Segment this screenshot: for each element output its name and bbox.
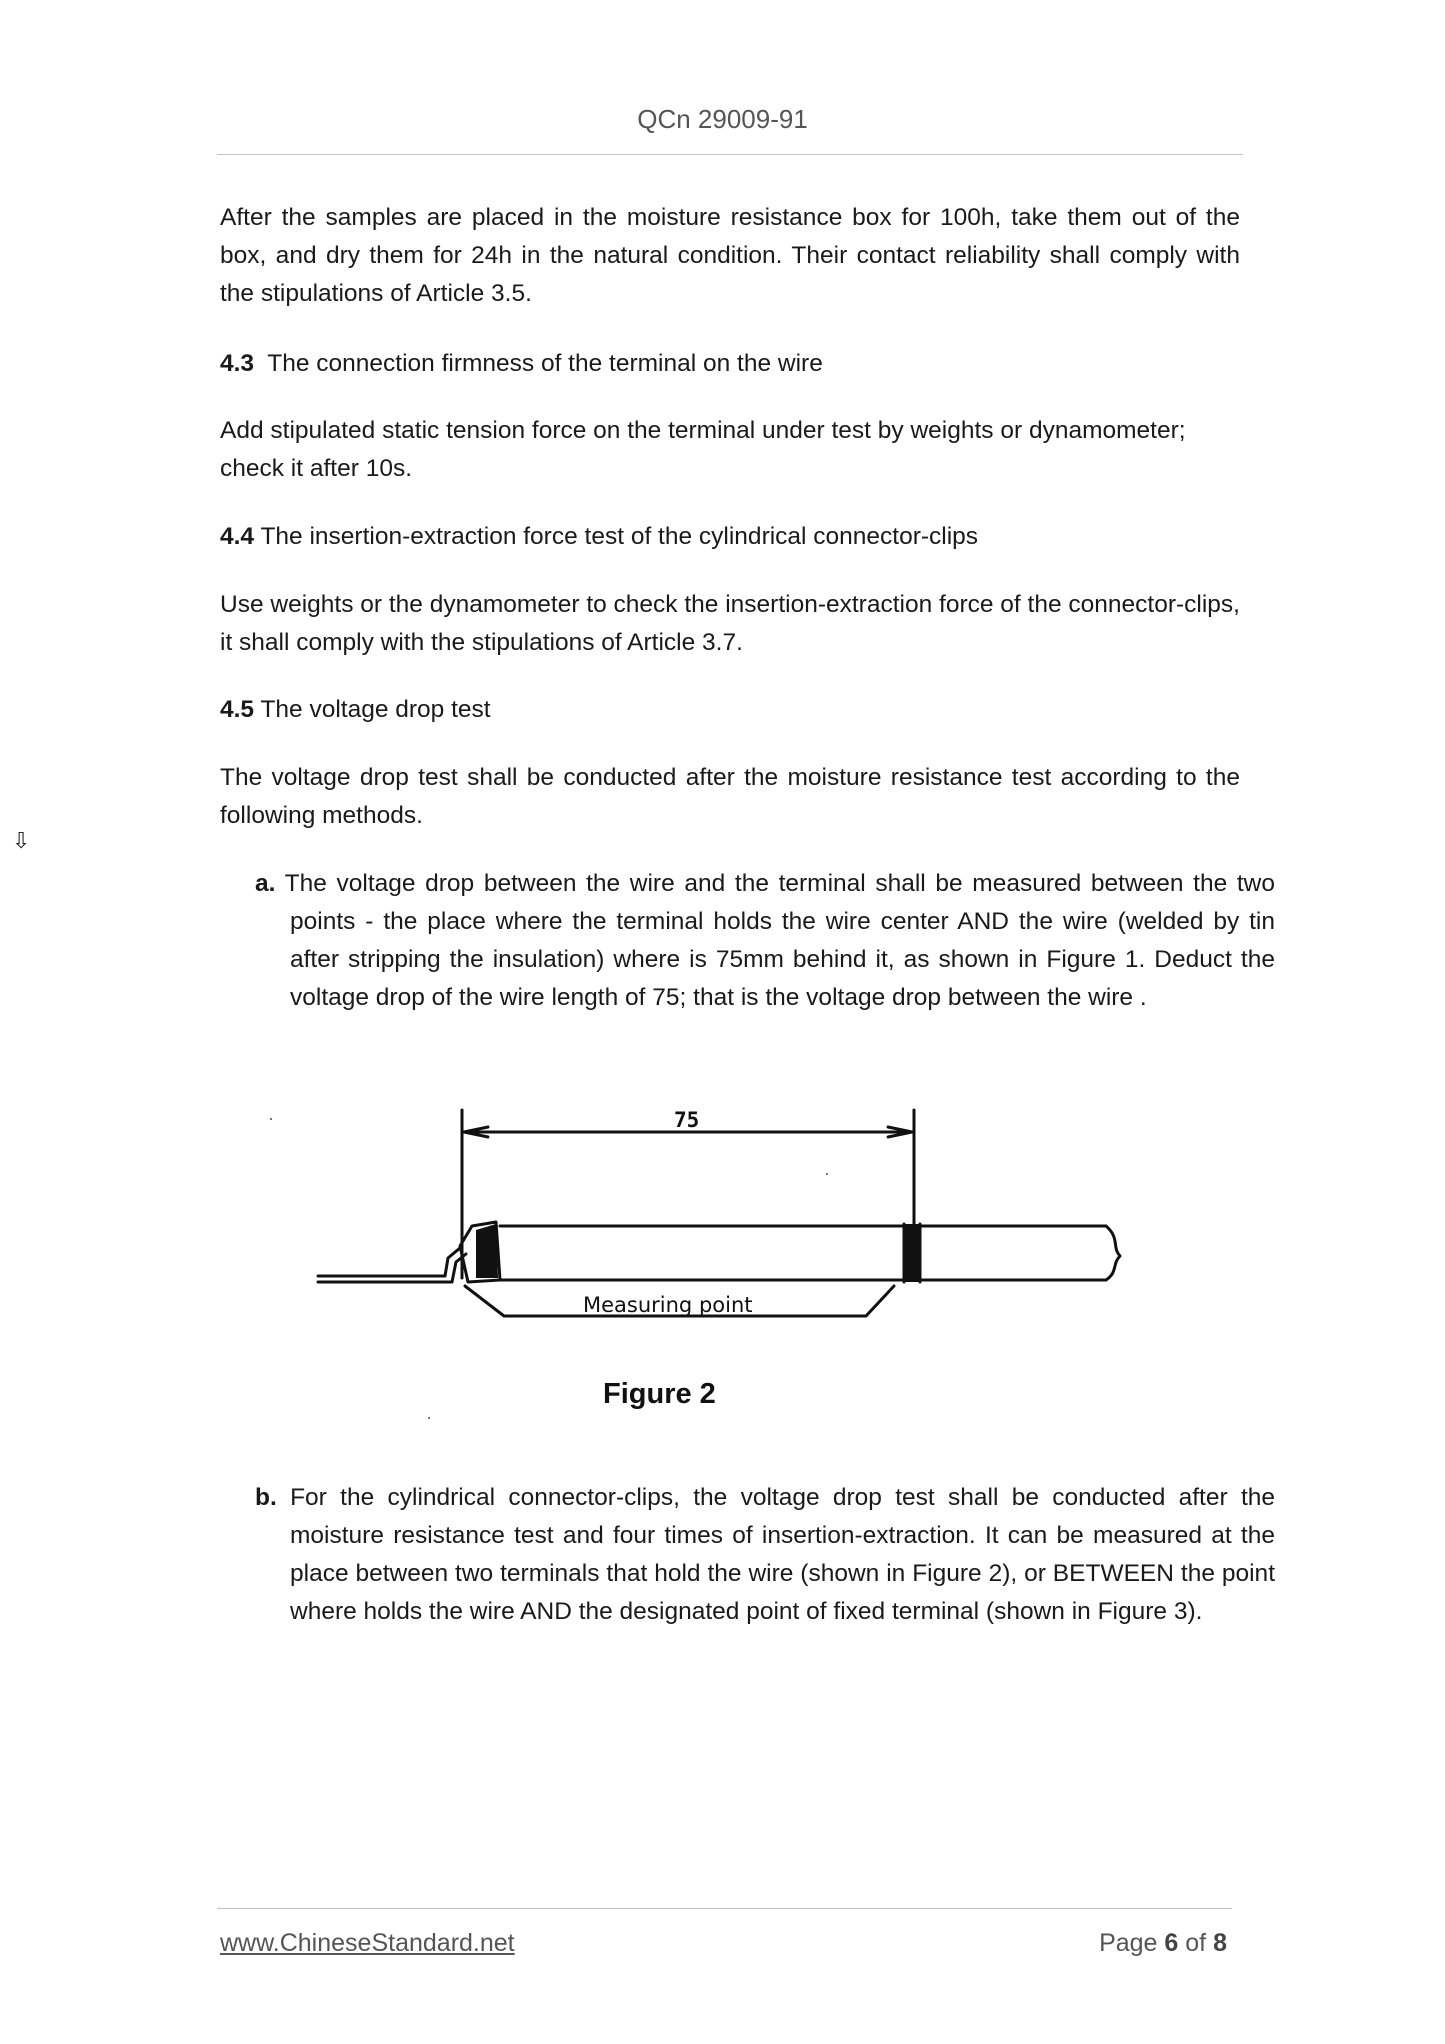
- margin-down-arrow-icon: ⇩: [12, 828, 31, 853]
- section-4-5-title: The voltage drop test: [260, 696, 491, 723]
- page-word: Page: [1099, 1929, 1158, 1957]
- list-item-a-text: The voltage drop between the wire and the terminal shall be measured between the two points - the place where the terminal holds the wire center AND the wire (welded by tin after stripping the insulation) where is 75mm behind it, as shown in Figure 1. Deduct the voltage drop of the wire length of 75; that is the voltage drop between the wire .: [284, 870, 1275, 1011]
- section-4-3-title: The connection firmness of the terminal on the wire: [267, 350, 823, 377]
- section-4-3-number: 4.3: [220, 350, 255, 377]
- section-4-3-heading: [220, 345, 1240, 383]
- section-4-4-heading: [220, 518, 1240, 556]
- section-4-5-number: 4.5: [220, 696, 255, 723]
- page-of: of: [1185, 1929, 1207, 1957]
- figure-2-diagram: [300, 1098, 1130, 1343]
- header-divider: [217, 154, 1243, 155]
- page-current: 6: [1164, 1929, 1179, 1957]
- wire-break-end: [1106, 1226, 1120, 1280]
- section-4-4-number: 4.4: [220, 523, 255, 550]
- list-item-a: [255, 865, 1275, 1017]
- dimension-label: 75: [674, 1108, 700, 1132]
- joint-fill: [904, 1224, 920, 1282]
- footer-divider: [217, 1908, 1232, 1909]
- list-item-b-marker: b.: [255, 1484, 277, 1511]
- scan-speck: [428, 1417, 430, 1419]
- list-item-a-marker: a.: [255, 870, 276, 897]
- section-4-4-title: The insertion-extraction force test of the cylindrical connector-clips: [260, 523, 979, 550]
- document-header-title: QCn 29009-91: [637, 104, 808, 134]
- list-item-b-text: For the cylindrical connector-clips, the voltage drop test shall be conducted after the moisture resistance test and four times of insertion-extraction. It can be measured at the place between two terminals that hold the wire (shown in Figure 2), or BETWEEN the point where holds the wire AND the designated point of fixed terminal (shown in Figure 3).: [290, 1484, 1275, 1625]
- crimp-fill: [476, 1224, 498, 1278]
- list-item-b: [255, 1479, 1275, 1631]
- section-4-4-body: Use weights or the dynamometer to check the insertion-extraction force of the connector-clips, it shall comply with the stipulations of Article 3.7.: [220, 591, 1240, 656]
- figure-caption: Figure 2: [603, 1378, 716, 1410]
- scan-speck: [270, 1118, 272, 1120]
- section-4-5-heading: [220, 691, 1240, 729]
- footer-website-link[interactable]: www.ChineseStandard.net: [220, 1929, 515, 1957]
- section-4-5-body: The voltage drop test shall be conducted after the moisture resistance test according to the following methods.: [220, 764, 1240, 829]
- section-4-3-body: Add stipulated static tension force on the terminal under test by weights or dynamometer; check it after 10s.: [220, 417, 1186, 482]
- measuring-point-label: Measuring point: [583, 1293, 753, 1317]
- page-total: 8: [1213, 1929, 1227, 1957]
- intro-paragraph: After the samples are placed in the moisture resistance box for 100h, take them out of the box, and dry them for 24h in the natural condition. Their contact reliability shall comply with the stipulations of Article 3.5.: [220, 204, 1240, 307]
- footer-page-number: [1099, 1929, 1227, 1958]
